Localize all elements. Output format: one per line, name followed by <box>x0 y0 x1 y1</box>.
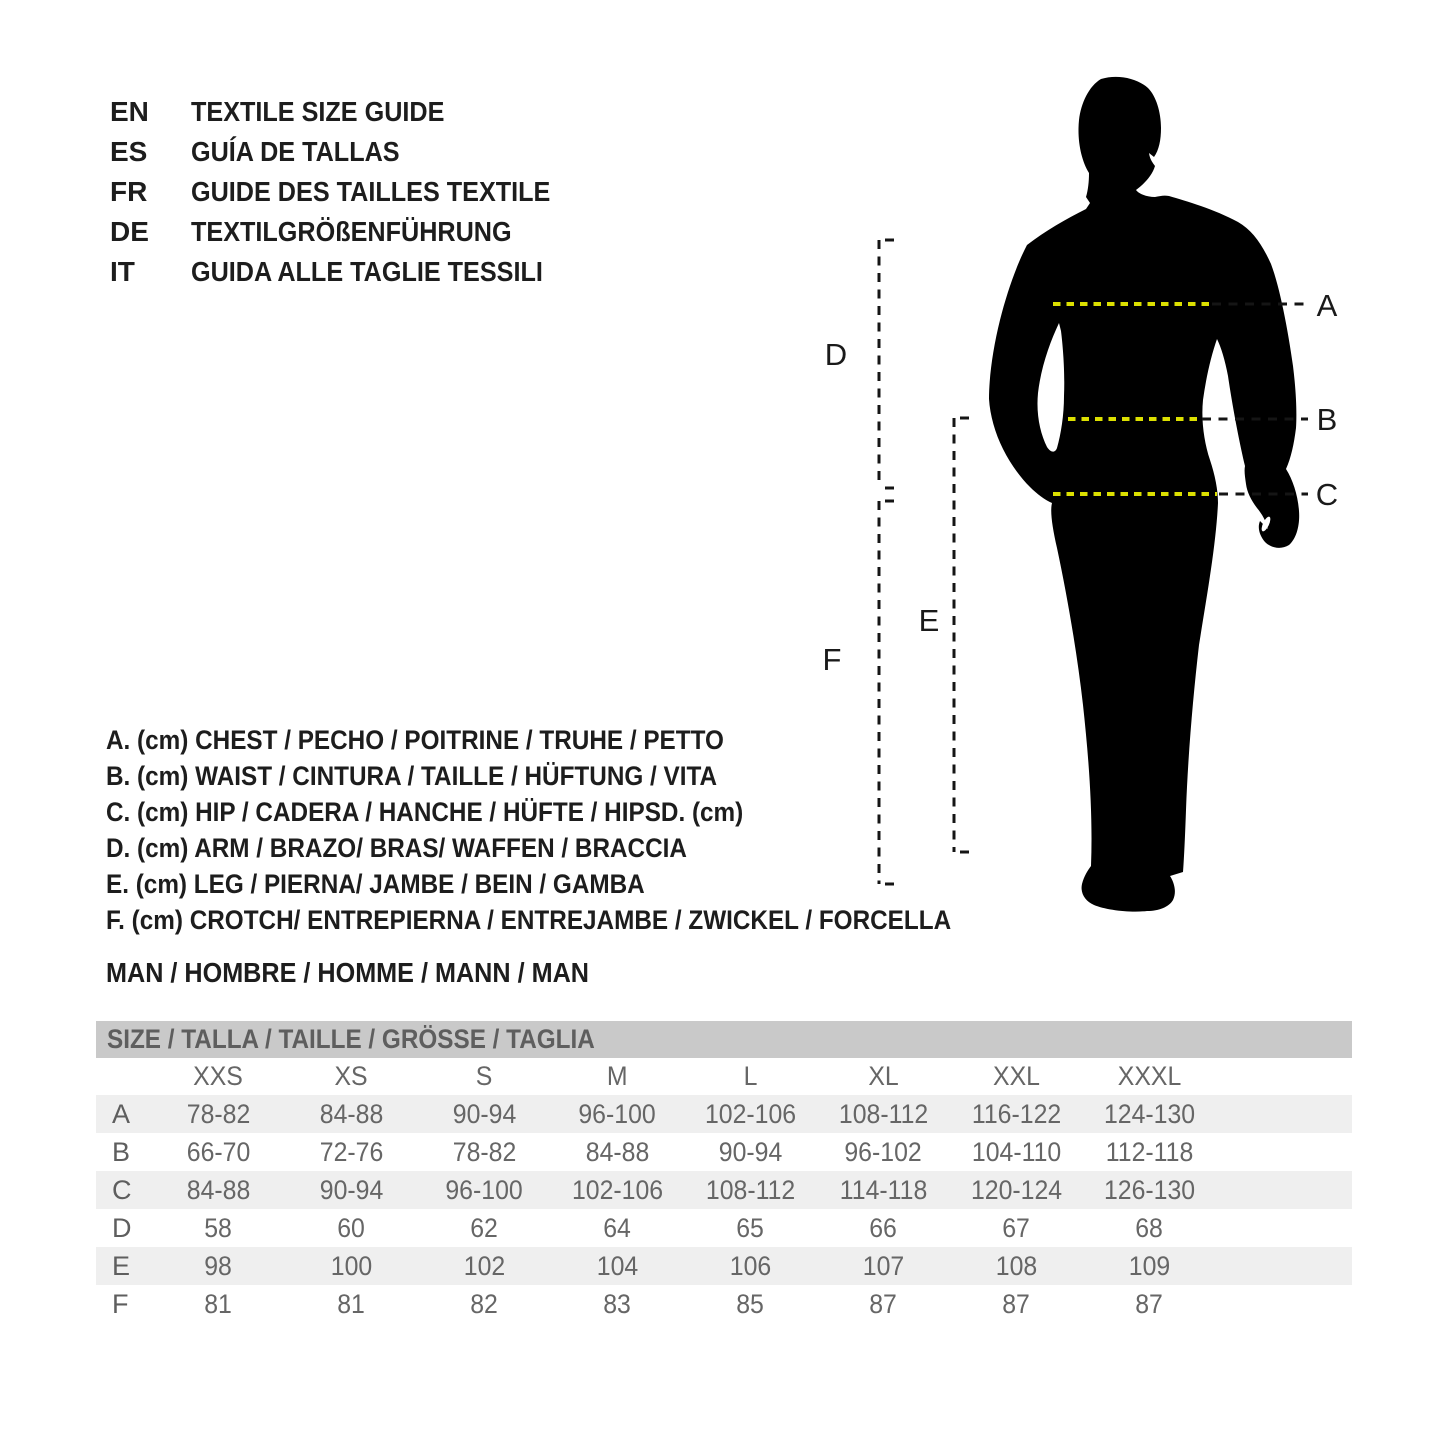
legend-line-waist: B. (cm) WAIST / CINTURA / TAILLE / HÜFTUNG / VITA <box>106 761 718 791</box>
table-cell: 124-130 <box>1103 1098 1196 1129</box>
table-cell: 82 <box>470 1288 499 1319</box>
table-cell: 96-102 <box>844 1136 923 1167</box>
category-line: MAN / HOMBRE / HOMME / MANN / MAN <box>106 957 589 988</box>
table-cell: 102-106 <box>571 1174 664 1205</box>
size-col-header: S <box>476 1061 493 1091</box>
table-row-chest <box>96 1095 1352 1133</box>
table-row-arm <box>96 1209 1352 1247</box>
size-col-header: XS <box>334 1061 369 1091</box>
table-cell: 102-106 <box>704 1098 797 1129</box>
lang-code: EN <box>110 96 149 127</box>
table-cell: 108-112 <box>838 1098 929 1129</box>
size-table <box>96 1021 1352 1323</box>
table-cell: 58 <box>204 1212 233 1243</box>
size-table-header: SIZE / TALLA / TAILLE / GRÖSSE / TAGLIA <box>96 1021 1352 1058</box>
table-cell: 78-82 <box>452 1136 517 1167</box>
table-cell: 126-130 <box>1103 1174 1196 1205</box>
table-cell: 67 <box>1002 1212 1031 1243</box>
lang-title: TEXTILGRÖßENFÜHRUNG <box>191 216 512 247</box>
table-row-crotch <box>96 1285 1352 1323</box>
measurement-legend <box>106 722 1045 938</box>
table-cell: 100 <box>330 1250 373 1281</box>
table-cell: 96-100 <box>445 1174 524 1205</box>
table-cell: 83 <box>603 1288 632 1319</box>
size-columns-row <box>96 1058 1352 1095</box>
row-key: C <box>112 1174 132 1205</box>
row-key: A <box>112 1098 131 1129</box>
row-key: F <box>112 1288 129 1319</box>
table-cell: 60 <box>337 1212 366 1243</box>
table-cell: 84-88 <box>319 1098 384 1129</box>
table-cell: 78-82 <box>186 1098 251 1129</box>
table-cell: 65 <box>736 1212 765 1243</box>
table-cell: 104 <box>596 1250 639 1281</box>
language-title-block <box>110 92 590 292</box>
table-cell: 108-112 <box>705 1174 796 1205</box>
table-cell: 87 <box>1002 1288 1031 1319</box>
row-key: E <box>112 1250 131 1281</box>
table-cell: 90-94 <box>319 1174 384 1205</box>
table-cell: 114-118 <box>839 1174 928 1205</box>
size-col-header: XL <box>868 1061 899 1091</box>
label-chest: A <box>1316 288 1338 323</box>
table-cell: 87 <box>1135 1288 1164 1319</box>
table-cell: 66 <box>869 1212 898 1243</box>
table-cell: 81 <box>204 1288 233 1319</box>
size-col-header: XXS <box>193 1061 244 1091</box>
table-cell: 90-94 <box>452 1098 517 1129</box>
table-cell: 62 <box>470 1212 499 1243</box>
table-cell: 64 <box>603 1212 632 1243</box>
label-crotch: F <box>822 642 842 677</box>
table-row-leg <box>96 1247 1352 1285</box>
label-leg: E <box>918 603 940 638</box>
lang-title: TEXTILE SIZE GUIDE <box>191 96 445 127</box>
table-row-waist <box>96 1133 1352 1171</box>
lang-code: ES <box>110 136 148 167</box>
legend-line-hip: C. (cm) HIP / CADERA / HANCHE / HÜFTE / HIPSD. (cm) <box>106 797 744 827</box>
table-cell: 109 <box>1128 1250 1171 1281</box>
table-row-hip <box>96 1171 1352 1209</box>
table-cell: 66-70 <box>186 1136 251 1167</box>
size-col-header: L <box>743 1061 758 1091</box>
table-cell: 96-100 <box>578 1098 657 1129</box>
table-cell: 120-124 <box>970 1174 1063 1205</box>
table-cell: 116-122 <box>971 1098 1062 1129</box>
legend-line-arm: D. (cm) ARM / BRAZO/ BRAS/ WAFFEN / BRACCIA <box>106 833 687 863</box>
table-cell: 68 <box>1135 1212 1164 1243</box>
table-cell: 112-118 <box>1105 1136 1194 1167</box>
lang-title: GUIDA ALLE TAGLIE TESSILI <box>191 256 543 287</box>
table-cell: 107 <box>862 1250 905 1281</box>
size-col-header: XXXL <box>1117 1061 1182 1091</box>
legend-line-leg: E. (cm) LEG / PIERNA/ JAMBE / BEIN / GAMBA <box>106 869 645 899</box>
row-key: D <box>112 1212 132 1243</box>
size-col-header: XXL <box>993 1061 1040 1091</box>
table-cell: 81 <box>337 1288 366 1319</box>
table-cell: 87 <box>869 1288 898 1319</box>
table-cell: 85 <box>736 1288 765 1319</box>
table-cell: 84-88 <box>186 1174 251 1205</box>
table-cell: 72-76 <box>319 1136 384 1167</box>
size-col-header: M <box>607 1061 628 1091</box>
lang-title: GUÍA DE TALLAS <box>191 136 400 167</box>
legend-line-chest: A. (cm) CHEST / PECHO / POITRINE / TRUHE / PETTO <box>106 725 724 755</box>
label-arm: D <box>824 337 848 372</box>
lang-title: GUIDE DES TAILLES TEXTILE <box>191 176 551 207</box>
lang-code: DE <box>110 216 149 247</box>
table-cell: 102 <box>463 1250 506 1281</box>
lang-code: IT <box>110 256 135 287</box>
label-hip: C <box>1315 477 1339 512</box>
table-cell: 106 <box>729 1250 772 1281</box>
table-cell: 90-94 <box>718 1136 783 1167</box>
row-key: B <box>112 1136 131 1167</box>
table-cell: 84-88 <box>585 1136 650 1167</box>
lang-code: FR <box>110 176 148 207</box>
label-waist: B <box>1316 402 1338 437</box>
table-cell: 104-110 <box>971 1136 1062 1167</box>
legend-line-crotch: F. (cm) CROTCH/ ENTREPIERNA / ENTREJAMBE / ZWICKEL / FORCELLA <box>106 905 952 935</box>
table-cell: 98 <box>204 1250 233 1281</box>
table-cell: 108 <box>995 1250 1038 1281</box>
